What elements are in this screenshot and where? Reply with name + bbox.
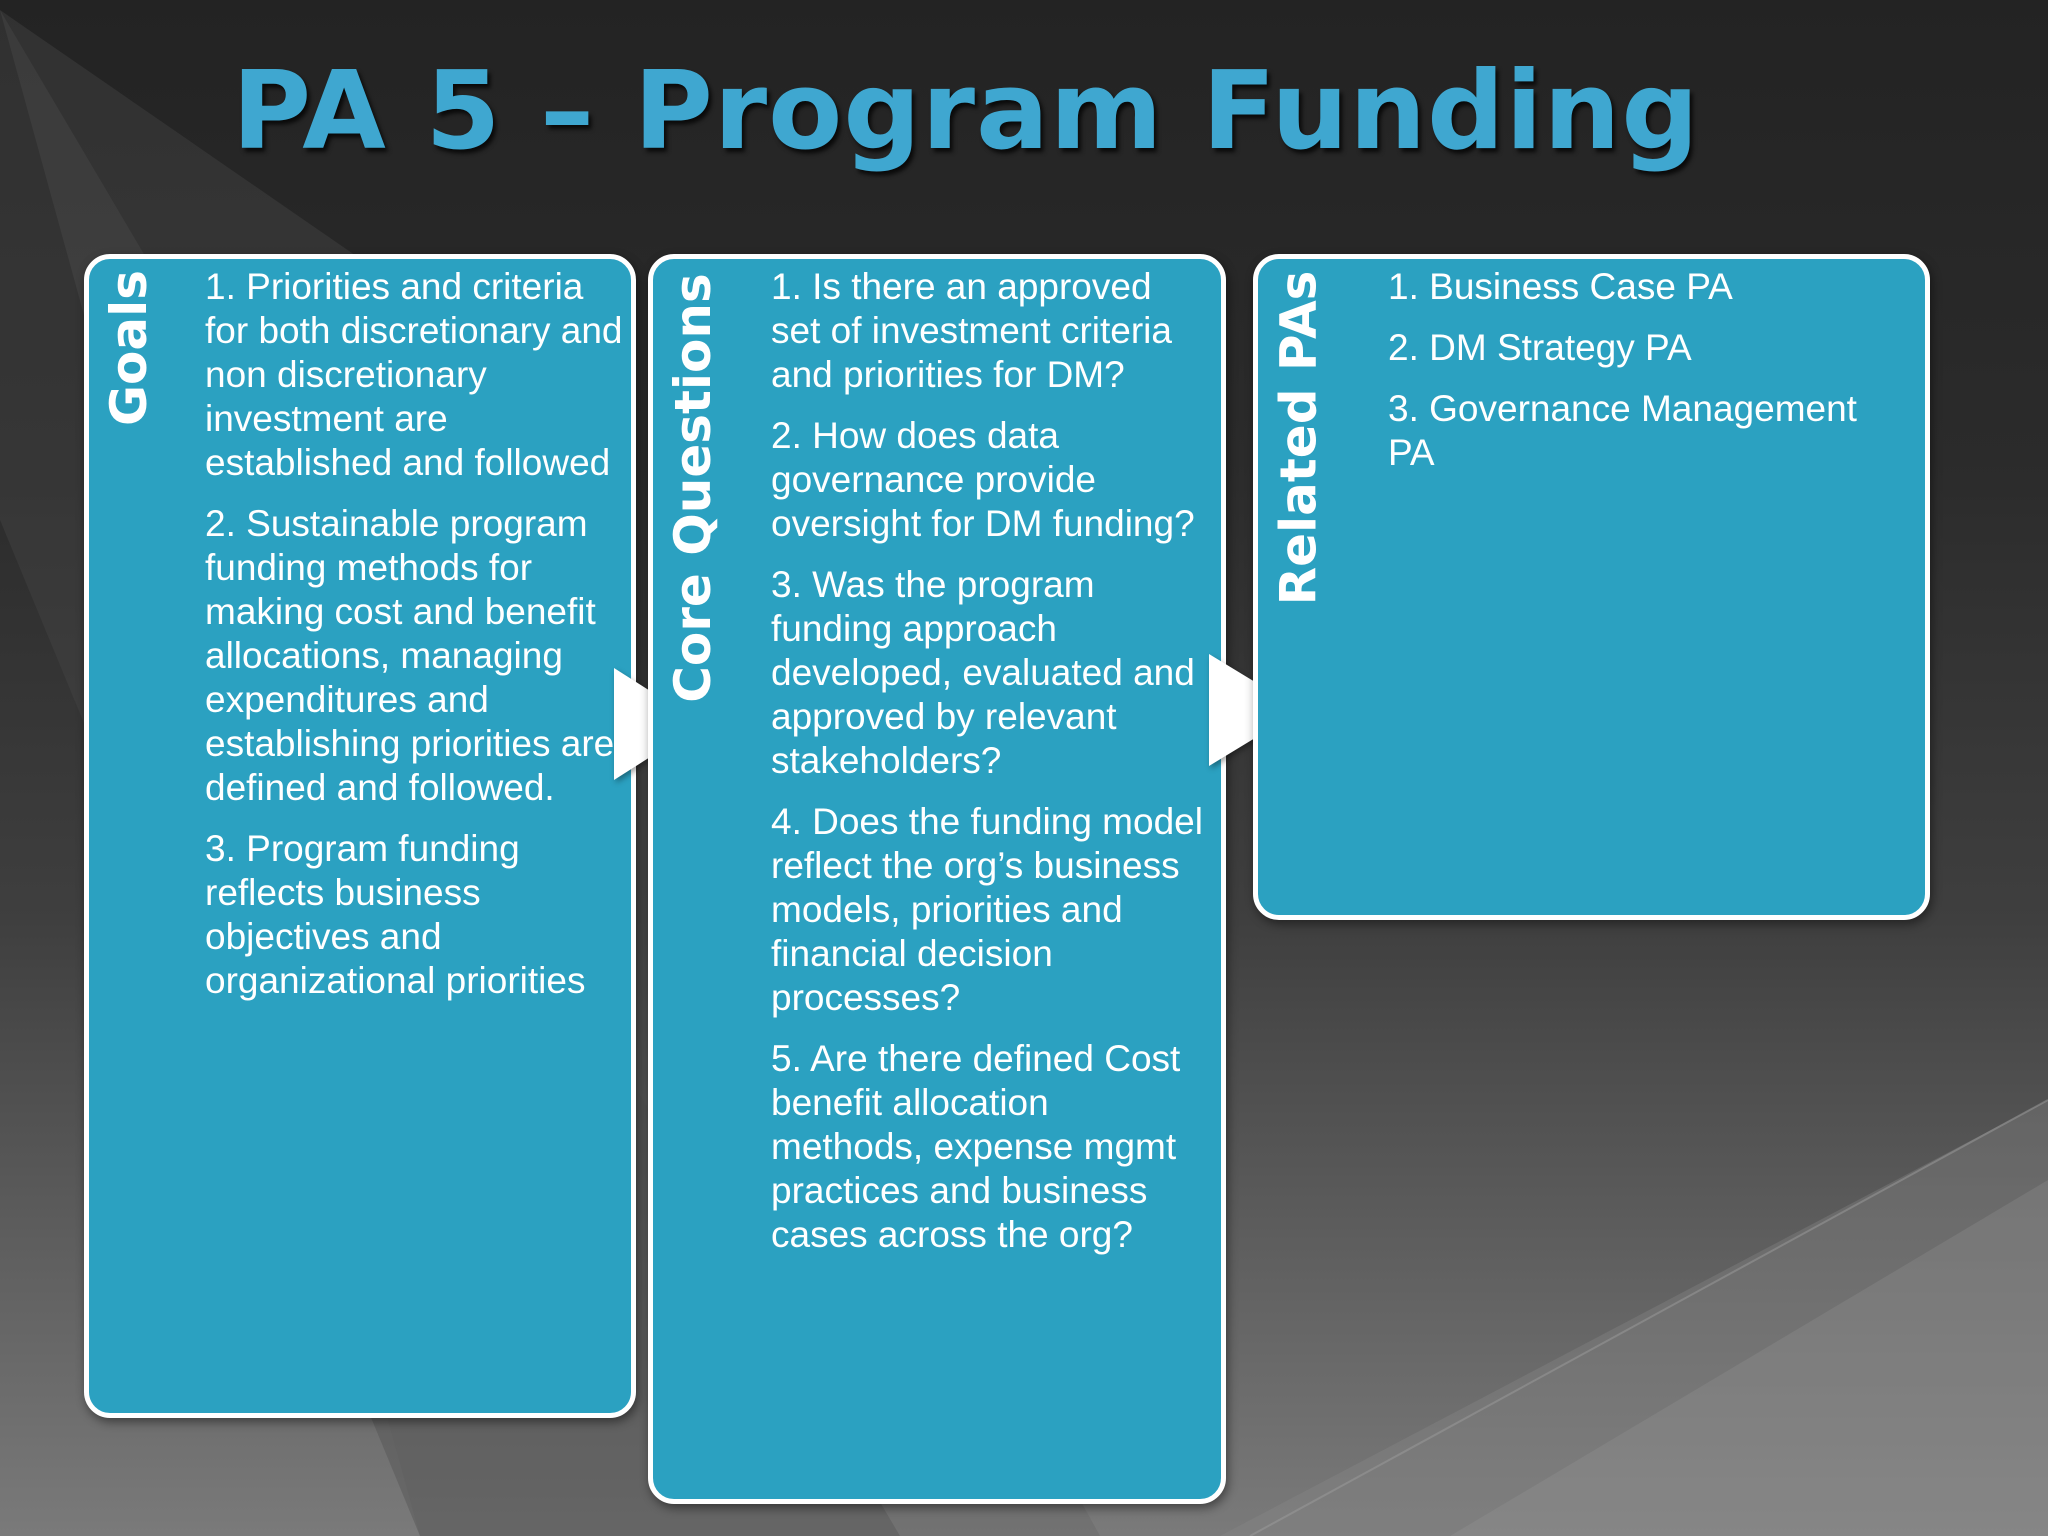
- goals-heading: [99, 269, 159, 427]
- core-questions-heading-text: Core Questions: [664, 273, 723, 703]
- question-item: 1. Is there an approved set of investment criteria and priorities for DM?: [771, 266, 1172, 395]
- goals-list: [205, 265, 625, 1020]
- question-item: 3. Was the program funding approach developed, evaluated and approved by relevant stakeholders?: [771, 564, 1195, 781]
- goals-heading-text: Goals: [100, 269, 158, 427]
- related-pas-heading: [1268, 270, 1328, 606]
- question-item: 4. Does the funding model reflect the org’s business models, priorities and financial decision processes?: [771, 801, 1203, 1018]
- slide-title: PA 5 – Program Funding: [232, 49, 1700, 174]
- question-item: 5. Are there defined Cost benefit allocation methods, expense mgmt practices and business cases across the org?: [771, 1038, 1181, 1255]
- goal-item: 2. Sustainable program funding methods for making cost and benefit allocations, managing expenditures and establishing priorities are defined and followed.: [205, 503, 615, 808]
- core-questions-panel: [648, 254, 1226, 1504]
- related-pa-item: 3. Governance Management PA: [1388, 388, 1857, 473]
- core-questions-heading: [663, 273, 723, 703]
- question-item: 2. How does data governance provide oversight for DM funding?: [771, 415, 1195, 544]
- related-pa-item: 1. Business Case PA: [1388, 266, 1733, 307]
- related-pas-heading-text: Related PAs: [1269, 270, 1328, 606]
- core-questions-list: [771, 265, 1211, 1274]
- related-pas-panel: [1253, 254, 1930, 920]
- goal-item: 3. Program funding reflects business objectives and organizational priorities: [205, 828, 586, 1001]
- related-pas-list: [1388, 265, 1908, 492]
- goals-panel: [84, 254, 636, 1418]
- related-pa-item: 2. DM Strategy PA: [1388, 327, 1692, 368]
- goal-item: 1. Priorities and criteria for both discretionary and non discretionary investment are established and followed: [205, 266, 623, 483]
